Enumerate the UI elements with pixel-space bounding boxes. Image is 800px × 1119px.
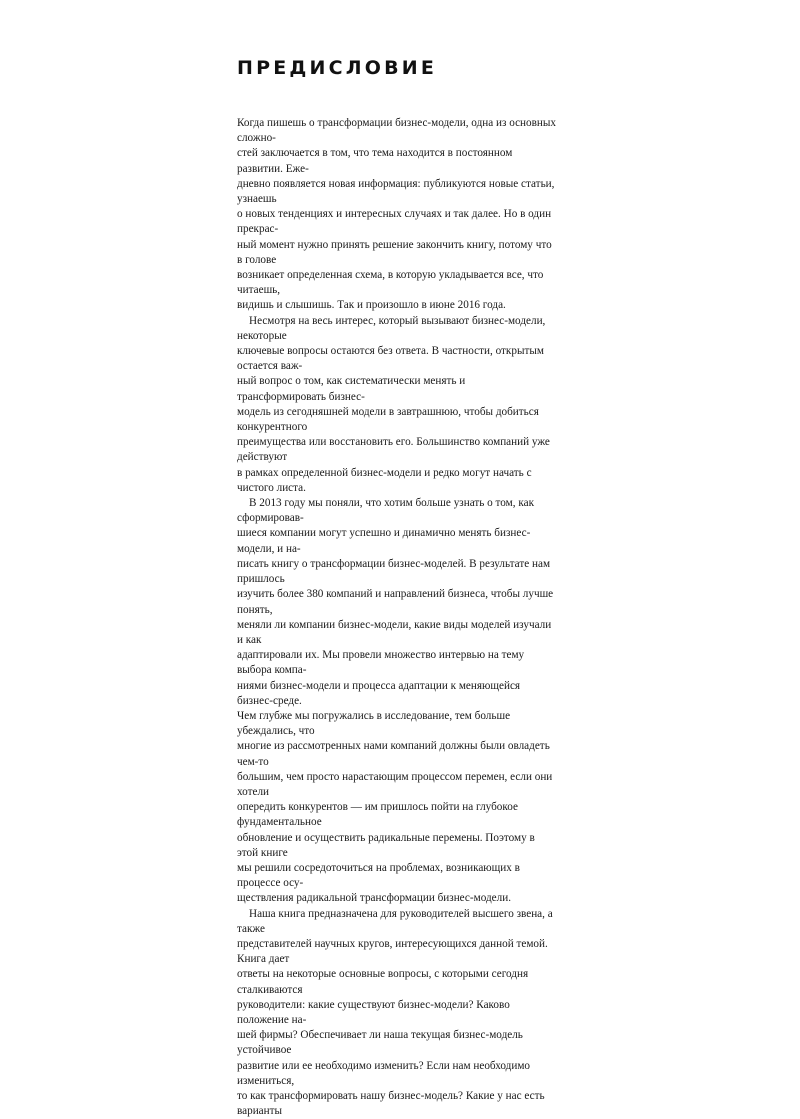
body-text [237,116,557,1119]
paragraph-4: Наша книга предназначена для руководителей высшего звена, а также представителей научных кругов, интересующихся данной темой. Книга дает ответы на некоторые основные вопросы, с которыми сегодня сталкиваются руководители: какие существуют бизнес-модели? Каково положение на- шей фирмы? Обеспечивает ли наша текущая бизнес-модель устойчивое развитие или ее необходимо изменить? Если нам необходимо измениться, то как трансформировать нашу бизнес-модель? Какие у нас есть варианты [237,907,553,1118]
paragraph-1: Когда пишешь о трансформации бизнес-модели, одна из основных сложно- стей заключается в том, что тема находится в постоянном развитии. Еже- дневно появляется новая информация: публикуются новые статьи, узнаешь о новых тенденциях и интересных случаях и так далее. Но в один прекрас- ный момент нужно принять решение закончить книгу, потому что в голове возникает определенная схема, в которую укладывается все, что читаешь, видишь и слышишь. Так и произошло в июне 2016 года. [237,117,557,312]
paragraph-2: Несмотря на весь интерес, который вызывают бизнес-модели, некоторые ключевые вопросы остаются без ответа. В частности, открытым остается важ- ный вопрос о том, как систематически менять и трансформировать бизнес- модель из сегодняшней модели в завтрашнюю, чтобы добиться конкурентного преимущества или восстановить его. Большинство компаний уже действуют в рамках определенной бизнес-модели и редко могут начать с чистого листа. [237,314,550,494]
chapter-heading: ПРЕДИСЛОВИЕ [237,57,438,79]
paragraph-3: В 2013 году мы поняли, что хотим больше узнать о том, как сформировав- шиеся компании могут успешно и динамично менять бизнес-модели, и на- писать книгу о трансформации бизнес-моделей. В результате нам пришлось изучить более 380 компаний и направлений бизнеса, чтобы лучше понять, меняли ли компании бизнес-модели, какие виды моделей изучали и как адаптировали их. Мы провели множество интервью на тему выбора компа- ниями бизнес-модели и процесса адаптации к меняющейся бизнес-среде. Чем глубже мы погружались в исследование, тем больше убеждались, что многие из рассмотренных нами компаний должны были овладеть чем-то большим, чем просто нарастающим процессом перемен, если они хотели опередить конкурентов — им пришлось пойти на глубокое фундаментальное обновление и осуществить радикальные перемены. Поэтому в этой книге мы решили сосредоточиться на проблемах, возникающих в процессе осу- ществления радикальной трансформации бизнес-модели. [237,497,554,905]
